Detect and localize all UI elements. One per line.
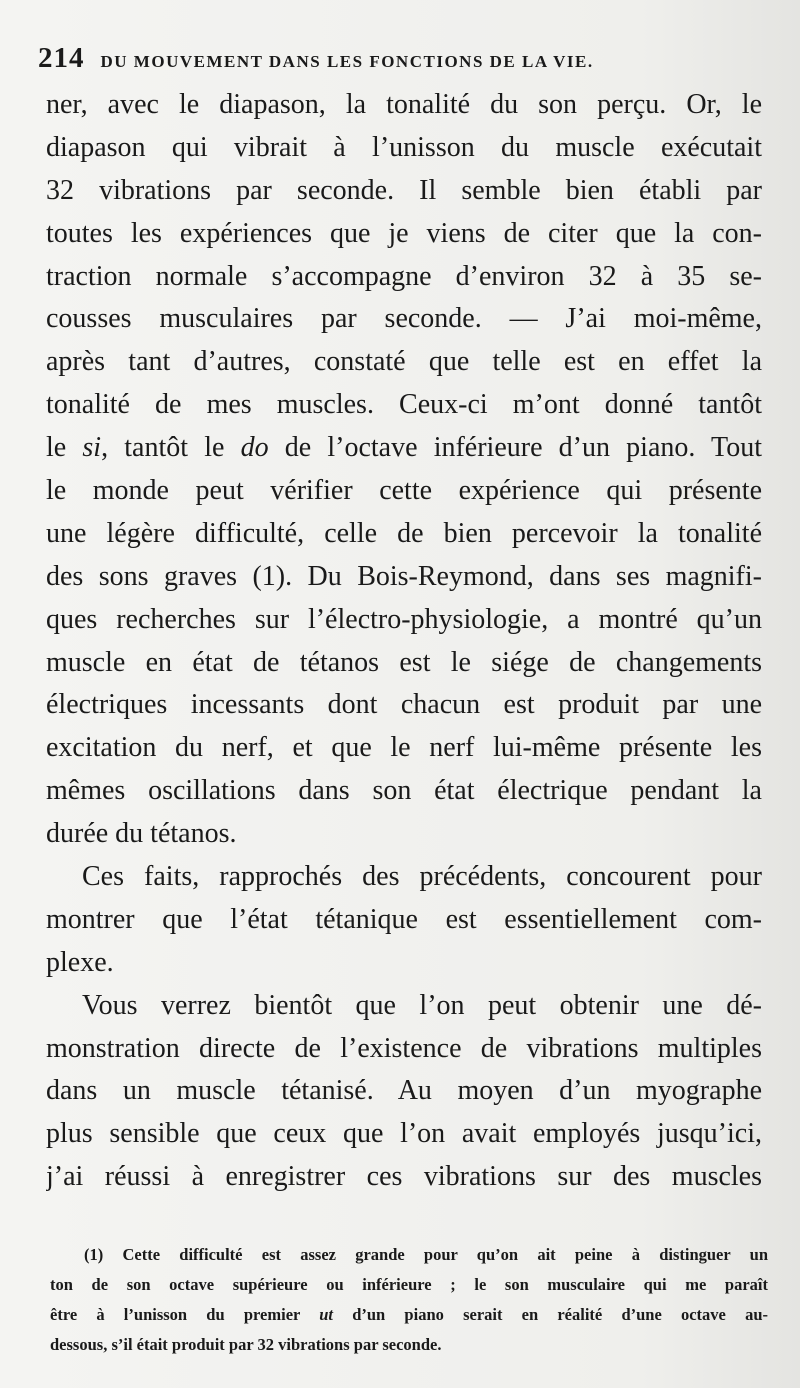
text-line: le monde peut vérifier cette expérience qui présente (46, 475, 762, 507)
text-line: traction normale s’accompagne d’environ 32 à 35 se- (46, 260, 762, 292)
body-text (46, 84, 762, 1199)
note-si: si (82, 432, 102, 464)
footnote-line: ton de son octave supérieure ou inférieure ; le son musculaire qui me paraît (50, 1275, 768, 1294)
footnote-line: dessous, s’il était produit par 32 vibrations par seconde. (50, 1335, 442, 1354)
footnote-fragment: d’un piano serait en réalité d’une octave au- (333, 1305, 768, 1324)
text-line: cousses musculaires par seconde. — J’ai moi-même, (46, 303, 762, 335)
text-line: toutes les expériences que je viens de citer que la con- (46, 217, 762, 249)
footnote-line: (1) Cette difficulté est assez grande pour qu’on ait peine à distinguer un (84, 1245, 768, 1264)
text-line: ques recherches sur l’électro-physiologie, a montré qu’un (46, 603, 762, 635)
text-fragment: le (46, 432, 83, 464)
text-line: j’ai réussi à enregistrer ces vibrations sur des muscles (46, 1161, 762, 1193)
text-line: dans un muscle tétanisé. Au moyen d’un myographe (46, 1075, 762, 1107)
text-line-with-notes (46, 427, 762, 470)
text-fragment: , tantôt le (101, 432, 241, 464)
text-line: montrer que l’état tétanique est essentiellement com- (46, 903, 762, 935)
text-line: diapason qui vibrait à l’unisson du muscle exécutait (46, 131, 762, 163)
text-line: après tant d’autres, constaté que telle est en effet la (46, 346, 762, 378)
running-head: DU MOUVEMENT DANS LES FONCTIONS DE LA VIE. (100, 52, 594, 71)
text-line: plexe. (46, 946, 114, 978)
note-ut: ut (319, 1305, 334, 1324)
text-line: une légère difficulté, celle de bien percevoir la tonalité (46, 517, 762, 549)
text-line: durée du tétanos. (46, 818, 237, 850)
text-line: électriques incessants dont chacun est produit par une (46, 689, 762, 721)
text-fragment: de l’octave inférieure d’un piano. Tout (268, 432, 762, 464)
paragraph-start-line: Vous verrez bientôt que l’on peut obtenir une dé- (82, 989, 762, 1021)
text-line: monstration directe de l’existence de vibrations multiples (46, 1032, 762, 1064)
paragraph-start-line: Ces faits, rapprochés des précédents, concourent pour (82, 861, 762, 893)
note-do: do (240, 432, 269, 464)
page-header (38, 42, 758, 82)
text-line: tonalité de mes muscles. Ceux-ci m’ont donné tantôt (46, 389, 762, 421)
page-number: 214 (38, 42, 85, 74)
text-line: 32 vibrations par seconde. Il semble bien établi par (46, 174, 762, 206)
text-line: des sons graves (1). Du Bois-Reymond, dans ses magnifi- (46, 560, 762, 592)
footnotes (50, 1240, 768, 1360)
footnote-fragment: être à l’unisson du premier (50, 1305, 320, 1324)
text-line: excitation du nerf, et que le nerf lui-même présente les (46, 732, 762, 764)
text-line: ner, avec le diapason, la tonalité du son perçu. Or, le (46, 89, 762, 120)
text-line: plus sensible que ceux que l’on avait employés jusqu’ici, (46, 1118, 762, 1150)
text-line: mêmes oscillations dans son état électrique pendant la (46, 775, 762, 807)
footnote-line-with-note (50, 1300, 768, 1330)
text-line: muscle en état de tétanos est le siége de changements (46, 646, 762, 678)
